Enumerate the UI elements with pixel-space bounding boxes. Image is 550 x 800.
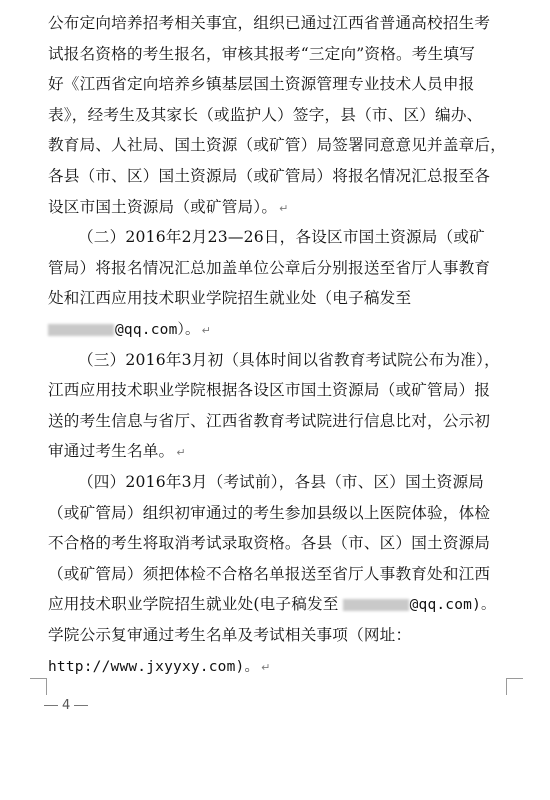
text-line: [48, 561, 490, 587]
margin-corner-right: [506, 678, 523, 695]
text-line: [48, 102, 482, 128]
line-text: （或矿管局）组织初审通过的考生参加县级以上医院体验，体检: [48, 503, 491, 522]
text-line: [48, 377, 490, 403]
line-text: http://www.jxyyxy.com)。: [48, 658, 260, 675]
text-line: [48, 438, 186, 464]
line-text: 学院公示复审通过考生名单及考试相关事项（网址：: [48, 626, 412, 644]
redacted-email: [48, 324, 114, 336]
line-text: （三）2016年3月初（具体时间以省教育考试院公布为准），: [78, 350, 500, 369]
line-text: 教育局、人社局、国土资源（或矿管）局签署同意意见并盖章后，: [48, 136, 507, 155]
text-line: [48, 163, 490, 189]
line-text: 不合格的考生将取消考试录取资格。各县（市、区）国土资源局: [48, 534, 491, 553]
text-line: [48, 71, 474, 97]
line-text: 表》，经考生及其家长（或监护人）签字，县（市、区）编办、: [48, 105, 483, 124]
redacted-email: [343, 599, 409, 611]
text-line: [48, 500, 490, 526]
line-text: 处和江西应用技术职业学院招生就业处（电子稿发至: [48, 289, 412, 308]
line-text: （二）2016年2月23—26日，各设区市国土资源局（或矿: [78, 228, 485, 247]
paragraph-mark-icon: ↵: [261, 660, 271, 674]
text-line: [48, 285, 411, 311]
text-line: [48, 622, 411, 648]
email-suffix: @qq.com)。: [409, 597, 496, 614]
text-line: [48, 194, 289, 220]
text-line: [48, 653, 271, 679]
paragraph-mark-icon: ↵: [279, 201, 289, 215]
line-text: （四）2016年3月（考试前），各县（市、区）国土资源局: [78, 473, 485, 491]
text-line: [48, 255, 490, 281]
page-footer: [40, 696, 140, 716]
line-text: 管局）将报名情况汇总加盖单位公章后分别报送至省厅人事教育: [48, 258, 491, 277]
margin-corner-left: [30, 678, 47, 695]
line-text: 送的考生信息与省厅、江西省教育考试院进行信息比对，公示初: [48, 411, 491, 430]
text-line: [48, 10, 490, 36]
text-line: [78, 347, 500, 373]
text-line: [78, 224, 485, 250]
line-text: 应用技术职业学院招生就业处(电子稿发至: [48, 595, 339, 614]
line-text: 江西应用技术职业学院根据各设区市国土资源局（或矿管局）报: [48, 381, 491, 400]
line-text: 审通过考生名单。: [48, 442, 175, 461]
line-text: 公布定向培养招考相关事宜，组织已通过江西省普通高校招生考: [48, 14, 491, 32]
text-line: [48, 132, 506, 158]
page-number: 4: [62, 698, 71, 713]
line-text: 试报名资格的考生报名，审核其报考“三定向”资格。考生填写: [48, 44, 475, 63]
text-line: [48, 316, 211, 342]
text-line: [48, 408, 490, 434]
text-line: [48, 41, 475, 67]
line-text: （或矿管局）须把体检不合格名单报送至省厅人事教育处和江西: [48, 564, 491, 583]
text-line: [78, 469, 484, 495]
line-text: @qq.com）。: [115, 322, 200, 338]
line-text: 好《江西省定向培养乡镇基层国土资源管理专业技术人员申报: [48, 75, 475, 94]
line-text: 各县（市、区）国土资源局（或矿管局）将报名情况汇总报至各: [48, 167, 491, 185]
paragraph-mark-icon: ↵: [176, 446, 186, 460]
paragraph-mark-icon: ↵: [201, 324, 212, 337]
footer-dash-right: [74, 705, 88, 706]
text-line: [48, 591, 496, 617]
line-text: 设区市国土资源局（或矿管局）。: [48, 197, 278, 216]
text-line: [48, 530, 490, 556]
footer-dash-left: [44, 705, 58, 706]
